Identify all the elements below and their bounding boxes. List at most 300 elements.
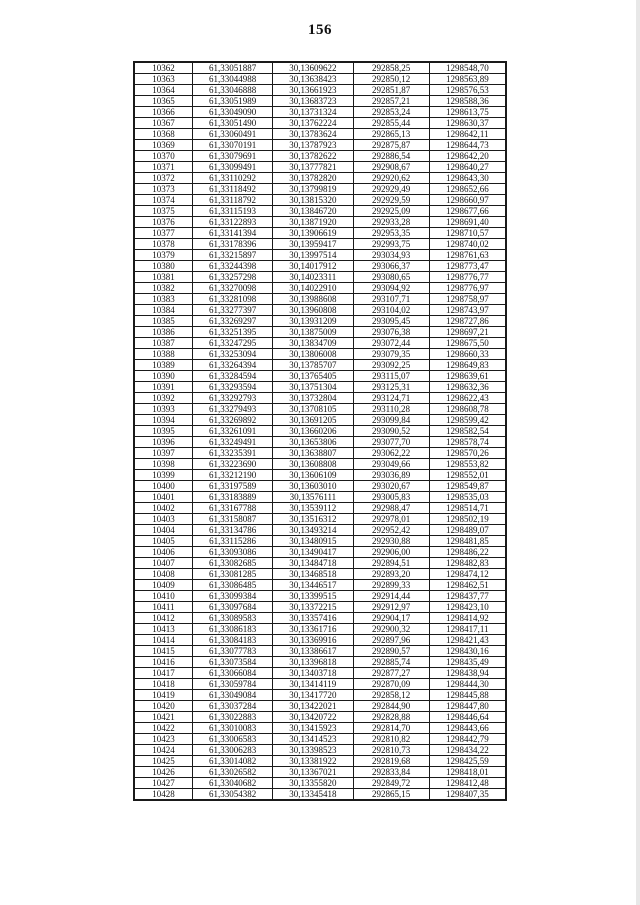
y-coordinate-cell: 1298773,47 — [429, 261, 506, 272]
latitude-cell: 61,33070191 — [192, 140, 272, 151]
latitude-cell: 61,33178396 — [192, 239, 272, 250]
x-coordinate-cell: 293072,44 — [353, 338, 429, 349]
x-coordinate-cell: 292844,90 — [353, 701, 429, 712]
longitude-cell: 30,13468518 — [273, 569, 353, 580]
y-coordinate-cell: 1298632,36 — [429, 382, 506, 393]
point-number-cell: 10398 — [134, 459, 192, 470]
x-coordinate-cell: 293020,67 — [353, 481, 429, 492]
table-row — [134, 701, 506, 712]
table-row — [134, 591, 506, 602]
latitude-cell: 61,33269892 — [192, 415, 272, 426]
table-row — [134, 272, 506, 283]
point-number-cell: 10390 — [134, 371, 192, 382]
longitude-cell: 30,14022910 — [273, 283, 353, 294]
longitude-cell: 30,13782622 — [273, 151, 353, 162]
table-row — [134, 525, 506, 536]
y-coordinate-cell: 1298417,11 — [429, 624, 506, 635]
table-row — [134, 536, 506, 547]
latitude-cell: 61,33066084 — [192, 668, 272, 679]
latitude-cell: 61,33197589 — [192, 481, 272, 492]
point-number-cell: 10384 — [134, 305, 192, 316]
point-number-cell: 10418 — [134, 679, 192, 690]
latitude-cell: 61,33215897 — [192, 250, 272, 261]
longitude-cell: 30,13732804 — [273, 393, 353, 404]
point-number-cell: 10405 — [134, 536, 192, 547]
x-coordinate-cell: 293034,93 — [353, 250, 429, 261]
y-coordinate-cell: 1298412,48 — [429, 778, 506, 789]
y-coordinate-cell: 1298407,35 — [429, 789, 506, 801]
y-coordinate-cell: 1298642,11 — [429, 129, 506, 140]
latitude-cell: 61,33269297 — [192, 316, 272, 327]
table-row — [134, 624, 506, 635]
latitude-cell: 61,33086183 — [192, 624, 272, 635]
table-row — [134, 679, 506, 690]
longitude-cell: 30,13369916 — [273, 635, 353, 646]
longitude-cell: 30,13782820 — [273, 173, 353, 184]
point-number-cell: 10404 — [134, 525, 192, 536]
longitude-cell: 30,13484718 — [273, 558, 353, 569]
point-number-cell: 10408 — [134, 569, 192, 580]
y-coordinate-cell: 1298727,86 — [429, 316, 506, 327]
table-row — [134, 62, 506, 74]
scan-edge — [636, 0, 640, 905]
x-coordinate-cell: 292851,87 — [353, 85, 429, 96]
latitude-cell: 61,33292793 — [192, 393, 272, 404]
latitude-cell: 61,33261091 — [192, 426, 272, 437]
y-coordinate-cell: 1298486,22 — [429, 547, 506, 558]
table-row — [134, 371, 506, 382]
x-coordinate-cell: 292933,28 — [353, 217, 429, 228]
latitude-cell: 61,33279493 — [192, 404, 272, 415]
y-coordinate-cell: 1298514,71 — [429, 503, 506, 514]
x-coordinate-cell: 292914,44 — [353, 591, 429, 602]
x-coordinate-cell: 292993,75 — [353, 239, 429, 250]
longitude-cell: 30,13386617 — [273, 646, 353, 657]
table-row — [134, 393, 506, 404]
table-row — [134, 250, 506, 261]
latitude-cell: 61,33054382 — [192, 789, 272, 801]
point-number-cell: 10426 — [134, 767, 192, 778]
table-row — [134, 107, 506, 118]
y-coordinate-cell: 1298644,73 — [429, 140, 506, 151]
point-number-cell: 10392 — [134, 393, 192, 404]
table-row — [134, 503, 506, 514]
point-number-cell: 10421 — [134, 712, 192, 723]
x-coordinate-cell: 292900,32 — [353, 624, 429, 635]
y-coordinate-cell: 1298549,87 — [429, 481, 506, 492]
y-coordinate-cell: 1298489,07 — [429, 525, 506, 536]
longitude-cell: 30,13398523 — [273, 745, 353, 756]
latitude-cell: 61,33093086 — [192, 547, 272, 558]
y-coordinate-cell: 1298423,10 — [429, 602, 506, 613]
point-number-cell: 10427 — [134, 778, 192, 789]
point-number-cell: 10369 — [134, 140, 192, 151]
latitude-cell: 61,33293594 — [192, 382, 272, 393]
table-row — [134, 85, 506, 96]
table-row — [134, 657, 506, 668]
table-row — [134, 481, 506, 492]
table-row — [134, 712, 506, 723]
point-number-cell: 10410 — [134, 591, 192, 602]
x-coordinate-cell: 292908,67 — [353, 162, 429, 173]
y-coordinate-cell: 1298481,85 — [429, 536, 506, 547]
point-number-cell: 10420 — [134, 701, 192, 712]
table-row — [134, 173, 506, 184]
y-coordinate-cell: 1298437,77 — [429, 591, 506, 602]
y-coordinate-cell: 1298421,43 — [429, 635, 506, 646]
table-row — [134, 646, 506, 657]
table-row — [134, 316, 506, 327]
longitude-cell: 30,13997514 — [273, 250, 353, 261]
longitude-cell: 30,13606109 — [273, 470, 353, 481]
point-number-cell: 10387 — [134, 338, 192, 349]
longitude-cell: 30,13660206 — [273, 426, 353, 437]
y-coordinate-cell: 1298599,42 — [429, 415, 506, 426]
latitude-cell: 61,33284594 — [192, 371, 272, 382]
y-coordinate-cell: 1298445,88 — [429, 690, 506, 701]
table-row — [134, 283, 506, 294]
x-coordinate-cell: 292899,33 — [353, 580, 429, 591]
table-row — [134, 470, 506, 481]
x-coordinate-cell: 293107,71 — [353, 294, 429, 305]
y-coordinate-cell: 1298640,27 — [429, 162, 506, 173]
y-coordinate-cell: 1298697,21 — [429, 327, 506, 338]
longitude-cell: 30,13345418 — [273, 789, 353, 801]
x-coordinate-cell: 292875,87 — [353, 140, 429, 151]
table-row — [134, 789, 506, 801]
point-number-cell: 10399 — [134, 470, 192, 481]
point-number-cell: 10414 — [134, 635, 192, 646]
table-row — [134, 294, 506, 305]
latitude-cell: 61,33026582 — [192, 767, 272, 778]
x-coordinate-cell: 292925,09 — [353, 206, 429, 217]
table-row — [134, 305, 506, 316]
latitude-cell: 61,33049084 — [192, 690, 272, 701]
latitude-cell: 61,33277397 — [192, 305, 272, 316]
longitude-cell: 30,13576111 — [273, 492, 353, 503]
table-row — [134, 415, 506, 426]
latitude-cell: 61,33141394 — [192, 228, 272, 239]
x-coordinate-cell: 292893,20 — [353, 569, 429, 580]
y-coordinate-cell: 1298710,57 — [429, 228, 506, 239]
y-coordinate-cell: 1298622,43 — [429, 393, 506, 404]
table-row — [134, 426, 506, 437]
point-number-cell: 10367 — [134, 118, 192, 129]
table-row — [134, 734, 506, 745]
x-coordinate-cell: 292920,62 — [353, 173, 429, 184]
x-coordinate-cell: 292929,49 — [353, 184, 429, 195]
point-number-cell: 10401 — [134, 492, 192, 503]
table-row — [134, 118, 506, 129]
latitude-cell: 61,33253094 — [192, 349, 272, 360]
y-coordinate-cell: 1298643,30 — [429, 173, 506, 184]
table-row — [134, 558, 506, 569]
x-coordinate-cell: 292810,82 — [353, 734, 429, 745]
longitude-cell: 30,13638423 — [273, 74, 353, 85]
latitude-cell: 61,33247295 — [192, 338, 272, 349]
longitude-cell: 30,13834709 — [273, 338, 353, 349]
y-coordinate-cell: 1298743,97 — [429, 305, 506, 316]
point-number-cell: 10389 — [134, 360, 192, 371]
longitude-cell: 30,13609622 — [273, 62, 353, 74]
longitude-cell: 30,13417720 — [273, 690, 353, 701]
y-coordinate-cell: 1298447,80 — [429, 701, 506, 712]
longitude-cell: 30,13959417 — [273, 239, 353, 250]
x-coordinate-cell: 293095,45 — [353, 316, 429, 327]
longitude-cell: 30,13751304 — [273, 382, 353, 393]
point-number-cell: 10409 — [134, 580, 192, 591]
y-coordinate-cell: 1298430,16 — [429, 646, 506, 657]
x-coordinate-cell: 293125,31 — [353, 382, 429, 393]
latitude-cell: 61,33212190 — [192, 470, 272, 481]
latitude-cell: 61,33134786 — [192, 525, 272, 536]
y-coordinate-cell: 1298613,75 — [429, 107, 506, 118]
y-coordinate-cell: 1298418,01 — [429, 767, 506, 778]
y-coordinate-cell: 1298652,66 — [429, 184, 506, 195]
y-coordinate-cell: 1298438,94 — [429, 668, 506, 679]
y-coordinate-cell: 1298761,63 — [429, 250, 506, 261]
latitude-cell: 61,33249491 — [192, 437, 272, 448]
longitude-cell: 30,13539112 — [273, 503, 353, 514]
x-coordinate-cell: 293080,65 — [353, 272, 429, 283]
x-coordinate-cell: 292930,88 — [353, 536, 429, 547]
longitude-cell: 30,13422021 — [273, 701, 353, 712]
point-number-cell: 10411 — [134, 602, 192, 613]
longitude-cell: 30,13731324 — [273, 107, 353, 118]
point-number-cell: 10393 — [134, 404, 192, 415]
x-coordinate-cell: 293076,38 — [353, 327, 429, 338]
table-row — [134, 96, 506, 107]
latitude-cell: 61,33118792 — [192, 195, 272, 206]
table-row — [134, 162, 506, 173]
table-row — [134, 261, 506, 272]
longitude-cell: 30,13653806 — [273, 437, 353, 448]
y-coordinate-cell: 1298776,77 — [429, 272, 506, 283]
point-number-cell: 10388 — [134, 349, 192, 360]
point-number-cell: 10415 — [134, 646, 192, 657]
x-coordinate-cell: 292819,68 — [353, 756, 429, 767]
y-coordinate-cell: 1298443,66 — [429, 723, 506, 734]
x-coordinate-cell: 293094,92 — [353, 283, 429, 294]
y-coordinate-cell: 1298548,70 — [429, 62, 506, 74]
y-coordinate-cell: 1298660,97 — [429, 195, 506, 206]
point-number-cell: 10378 — [134, 239, 192, 250]
point-number-cell: 10402 — [134, 503, 192, 514]
y-coordinate-cell: 1298582,54 — [429, 426, 506, 437]
point-number-cell: 10416 — [134, 657, 192, 668]
table-row — [134, 778, 506, 789]
longitude-cell: 30,13372215 — [273, 602, 353, 613]
latitude-cell: 61,33060491 — [192, 129, 272, 140]
y-coordinate-cell: 1298535,03 — [429, 492, 506, 503]
longitude-cell: 30,13355820 — [273, 778, 353, 789]
table-row — [134, 206, 506, 217]
longitude-cell: 30,13765405 — [273, 371, 353, 382]
longitude-cell: 30,13603010 — [273, 481, 353, 492]
longitude-cell: 30,13875009 — [273, 327, 353, 338]
y-coordinate-cell: 1298691,40 — [429, 217, 506, 228]
point-number-cell: 10371 — [134, 162, 192, 173]
longitude-cell: 30,13403718 — [273, 668, 353, 679]
point-number-cell: 10370 — [134, 151, 192, 162]
longitude-cell: 30,14023311 — [273, 272, 353, 283]
point-number-cell: 10368 — [134, 129, 192, 140]
longitude-cell: 30,13357416 — [273, 613, 353, 624]
longitude-cell: 30,13762224 — [273, 118, 353, 129]
table-row — [134, 492, 506, 503]
latitude-cell: 61,33097684 — [192, 602, 272, 613]
point-number-cell: 10395 — [134, 426, 192, 437]
point-number-cell: 10413 — [134, 624, 192, 635]
y-coordinate-cell: 1298776,97 — [429, 283, 506, 294]
latitude-cell: 61,33235391 — [192, 448, 272, 459]
latitude-cell: 61,33051887 — [192, 62, 272, 74]
point-number-cell: 10412 — [134, 613, 192, 624]
point-number-cell: 10419 — [134, 690, 192, 701]
table-row — [134, 151, 506, 162]
point-number-cell: 10382 — [134, 283, 192, 294]
latitude-cell: 61,33270098 — [192, 283, 272, 294]
latitude-cell: 61,33099491 — [192, 162, 272, 173]
point-number-cell: 10403 — [134, 514, 192, 525]
point-number-cell: 10364 — [134, 85, 192, 96]
point-number-cell: 10373 — [134, 184, 192, 195]
x-coordinate-cell: 292853,24 — [353, 107, 429, 118]
point-number-cell: 10406 — [134, 547, 192, 558]
point-number-cell: 10379 — [134, 250, 192, 261]
y-coordinate-cell: 1298434,22 — [429, 745, 506, 756]
y-coordinate-cell: 1298553,82 — [429, 459, 506, 470]
longitude-cell: 30,13806008 — [273, 349, 353, 360]
y-coordinate-cell: 1298608,78 — [429, 404, 506, 415]
x-coordinate-cell: 292906,00 — [353, 547, 429, 558]
y-coordinate-cell: 1298444,30 — [429, 679, 506, 690]
latitude-cell: 61,33115193 — [192, 206, 272, 217]
longitude-cell: 30,13846720 — [273, 206, 353, 217]
y-coordinate-cell: 1298758,97 — [429, 294, 506, 305]
table-row — [134, 129, 506, 140]
table-row — [134, 338, 506, 349]
y-coordinate-cell: 1298570,26 — [429, 448, 506, 459]
latitude-cell: 61,33082685 — [192, 558, 272, 569]
latitude-cell: 61,33059784 — [192, 679, 272, 690]
y-coordinate-cell: 1298552,01 — [429, 470, 506, 481]
latitude-cell: 61,33089583 — [192, 613, 272, 624]
latitude-cell: 61,33264394 — [192, 360, 272, 371]
table-row — [134, 514, 506, 525]
y-coordinate-cell: 1298677,66 — [429, 206, 506, 217]
point-number-cell: 10363 — [134, 74, 192, 85]
longitude-cell: 30,13415923 — [273, 723, 353, 734]
x-coordinate-cell: 293066,37 — [353, 261, 429, 272]
y-coordinate-cell: 1298442,79 — [429, 734, 506, 745]
table-row — [134, 437, 506, 448]
point-number-cell: 10366 — [134, 107, 192, 118]
longitude-cell: 30,13815320 — [273, 195, 353, 206]
longitude-cell: 30,13708105 — [273, 404, 353, 415]
y-coordinate-cell: 1298414,92 — [429, 613, 506, 624]
table-row — [134, 228, 506, 239]
latitude-cell: 61,33122893 — [192, 217, 272, 228]
longitude-cell: 30,13931209 — [273, 316, 353, 327]
coordinates-table-body — [134, 62, 506, 800]
x-coordinate-cell: 292850,12 — [353, 74, 429, 85]
longitude-cell: 30,13420722 — [273, 712, 353, 723]
longitude-cell: 30,13799819 — [273, 184, 353, 195]
point-number-cell: 10422 — [134, 723, 192, 734]
x-coordinate-cell: 293036,89 — [353, 470, 429, 481]
point-number-cell: 10380 — [134, 261, 192, 272]
longitude-cell: 30,13871920 — [273, 217, 353, 228]
latitude-cell: 61,33223690 — [192, 459, 272, 470]
latitude-cell: 61,33084183 — [192, 635, 272, 646]
table-row — [134, 404, 506, 415]
x-coordinate-cell: 292870,09 — [353, 679, 429, 690]
latitude-cell: 61,33014082 — [192, 756, 272, 767]
longitude-cell: 30,13414523 — [273, 734, 353, 745]
x-coordinate-cell: 292885,74 — [353, 657, 429, 668]
y-coordinate-cell: 1298639,61 — [429, 371, 506, 382]
longitude-cell: 30,13361716 — [273, 624, 353, 635]
y-coordinate-cell: 1298435,49 — [429, 657, 506, 668]
latitude-cell: 61,33244398 — [192, 261, 272, 272]
y-coordinate-cell: 1298474,12 — [429, 569, 506, 580]
latitude-cell: 61,33046888 — [192, 85, 272, 96]
longitude-cell: 30,13783624 — [273, 129, 353, 140]
latitude-cell: 61,33118492 — [192, 184, 272, 195]
table-row — [134, 195, 506, 206]
y-coordinate-cell: 1298502,19 — [429, 514, 506, 525]
longitude-cell: 30,13960808 — [273, 305, 353, 316]
longitude-cell: 30,13691205 — [273, 415, 353, 426]
table-row — [134, 360, 506, 371]
point-number-cell: 10362 — [134, 62, 192, 74]
point-number-cell: 10386 — [134, 327, 192, 338]
x-coordinate-cell: 293049,66 — [353, 459, 429, 470]
longitude-cell: 30,13490417 — [273, 547, 353, 558]
y-coordinate-cell: 1298462,51 — [429, 580, 506, 591]
latitude-cell: 61,33251395 — [192, 327, 272, 338]
x-coordinate-cell: 293115,07 — [353, 371, 429, 382]
point-number-cell: 10377 — [134, 228, 192, 239]
longitude-cell: 30,13787923 — [273, 140, 353, 151]
x-coordinate-cell: 292877,27 — [353, 668, 429, 679]
longitude-cell: 30,13777821 — [273, 162, 353, 173]
longitude-cell: 30,13638807 — [273, 448, 353, 459]
x-coordinate-cell: 292858,25 — [353, 62, 429, 74]
table-row — [134, 547, 506, 558]
table-row — [134, 723, 506, 734]
x-coordinate-cell: 293062,22 — [353, 448, 429, 459]
x-coordinate-cell: 292865,13 — [353, 129, 429, 140]
point-number-cell: 10365 — [134, 96, 192, 107]
table-row — [134, 239, 506, 250]
longitude-cell: 30,13399515 — [273, 591, 353, 602]
table-row — [134, 184, 506, 195]
table-row — [134, 635, 506, 646]
longitude-cell: 30,13785707 — [273, 360, 353, 371]
latitude-cell: 61,33006583 — [192, 734, 272, 745]
x-coordinate-cell: 292810,73 — [353, 745, 429, 756]
x-coordinate-cell: 292857,21 — [353, 96, 429, 107]
longitude-cell: 30,13608808 — [273, 459, 353, 470]
y-coordinate-cell: 1298740,02 — [429, 239, 506, 250]
x-coordinate-cell: 293099,84 — [353, 415, 429, 426]
table-row — [134, 690, 506, 701]
table-row — [134, 569, 506, 580]
x-coordinate-cell: 292858,12 — [353, 690, 429, 701]
table-row — [134, 382, 506, 393]
